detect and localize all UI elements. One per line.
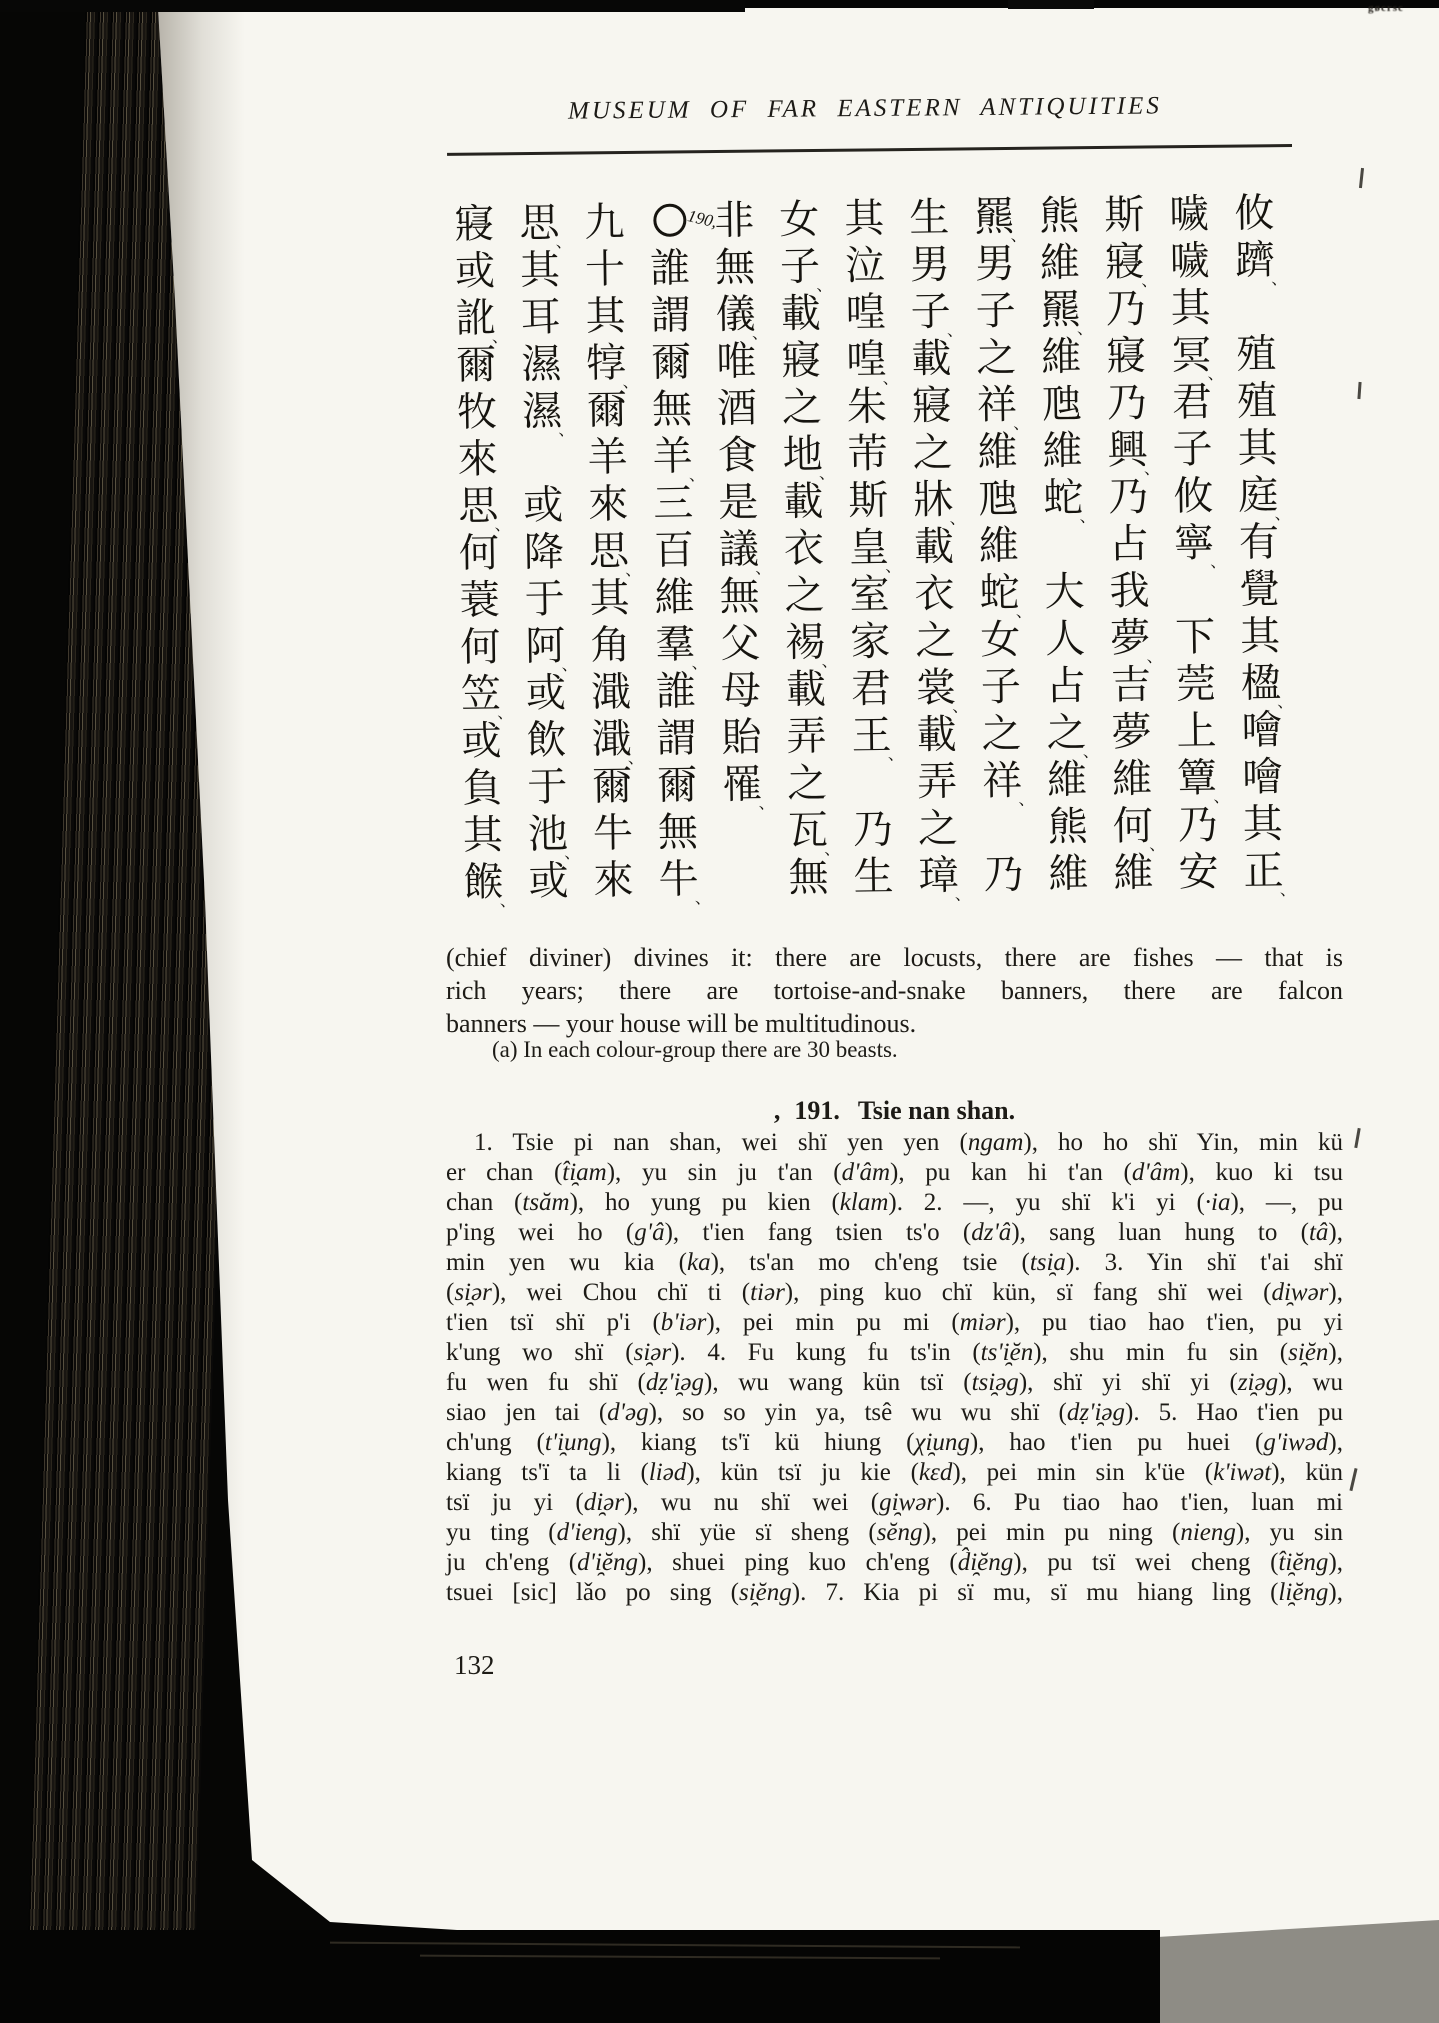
ode-char-cell: 誰 bbox=[649, 245, 691, 292]
text-line: k'ung wo shï (si̯ər). 4. Fu kung fu ts'in (ts'i̯ĕn), shu min fu sin (si̯ĕn), bbox=[446, 1339, 1343, 1366]
ode-char-cell: 祥 、 bbox=[976, 381, 1030, 433]
ode-char-cell: 載 bbox=[913, 523, 955, 570]
pause-mark: 、 bbox=[949, 510, 966, 528]
ode-char-cell: 殖 bbox=[1235, 331, 1277, 377]
ode-char-cell: 其 bbox=[1242, 801, 1284, 847]
ode-char-cell: 貽 bbox=[721, 714, 762, 761]
ode-char-cell: 家 bbox=[849, 618, 891, 665]
ode-column bbox=[907, 194, 971, 906]
ode-char-cell: 是 bbox=[717, 479, 759, 526]
pause-mark: 、 bbox=[821, 653, 838, 671]
ode-char-cell: 載 bbox=[780, 290, 821, 337]
ode-char-cell: 衣 bbox=[914, 570, 955, 617]
ode-char-cell: 載 bbox=[916, 711, 957, 758]
pause-mark: 、 bbox=[952, 698, 969, 716]
pause-mark: 、 bbox=[816, 277, 833, 295]
ode-char-cell: 犉 、 bbox=[586, 340, 639, 392]
pause-mark: 、 bbox=[1013, 415, 1030, 433]
pause-mark: 、 bbox=[1018, 791, 1035, 809]
pause-mark: 、 bbox=[946, 322, 964, 340]
ode-char-cell: 三 bbox=[653, 480, 694, 527]
ode-char-cell: 誰 bbox=[655, 668, 697, 714]
ode-char-cell: 庭 、 bbox=[1237, 472, 1291, 524]
ode-char-cell: 興 、 bbox=[1107, 427, 1161, 479]
ode-char-cell: 何 bbox=[458, 530, 500, 576]
ode-char-cell: 無 bbox=[651, 386, 693, 433]
ode-char-cell: 衣 bbox=[783, 525, 825, 572]
ode-char-cell: 璋 、 bbox=[918, 852, 971, 904]
ode-column bbox=[842, 195, 904, 907]
ode-char-cell: 乃 bbox=[1177, 802, 1219, 848]
ode-char-cell: 噦 bbox=[1169, 238, 1211, 284]
ode-char-cell: 十 bbox=[584, 246, 626, 292]
ode-char-cell: 無 bbox=[657, 809, 699, 855]
ode-char-cell bbox=[647, 198, 720, 246]
text-line: (si̯ər), wei Chou chï ti (tiər), ping kuo chï kün, sï fang shï wei (di̯wər), bbox=[446, 1279, 1343, 1306]
ode-char-cell: 其 bbox=[585, 293, 627, 339]
ode-char-cell: 爾 bbox=[591, 763, 633, 809]
pause-mark: 、 bbox=[1271, 271, 1288, 289]
ode-char-cell: 朱 bbox=[846, 383, 888, 430]
ode-char-cell: 泣 bbox=[844, 242, 886, 289]
ode-char-cell: 其 bbox=[519, 247, 561, 293]
ode-char-cell: 謂 bbox=[650, 292, 692, 339]
text-line: fu wen fu shï (dẓ'i̯əg), wu wang kün tsï (tsi̯əg), shï yi shï yi (zi̯əg), wu bbox=[446, 1369, 1343, 1396]
ode-char-cell: 降 bbox=[523, 529, 565, 575]
margin-mark bbox=[1359, 168, 1364, 188]
ode-char-cell: 其 bbox=[1170, 285, 1211, 331]
ode-char-cell: 熊 bbox=[1047, 803, 1089, 850]
ode-char-cell: 思 、 bbox=[519, 200, 572, 252]
ode-char-cell: 酒 bbox=[716, 385, 758, 432]
ode-char-cell bbox=[520, 435, 565, 483]
ode-char-cell: 或 bbox=[525, 670, 567, 716]
ode-char-cell: 爾 bbox=[586, 387, 628, 433]
ode-number-annotation: 190, bbox=[685, 206, 720, 232]
ode-number: 191. bbox=[794, 1096, 840, 1125]
ode-char-cell: 何 、 bbox=[1112, 803, 1166, 855]
pause-mark: 、 bbox=[954, 886, 971, 904]
ode-char-cell: 之 bbox=[786, 760, 828, 807]
ode-char-cell: 羆 、 bbox=[1040, 287, 1094, 339]
text-line: yu ting (d'ieng), shï yüe sï sheng (sĕng), pei min pu ning (nieng), yu sin bbox=[446, 1519, 1344, 1546]
text-line: 1. Tsie pi nan shan, wei shï yen yen (ngam), ho ho shï Yin, min kü bbox=[474, 1129, 1343, 1156]
ode-char-cell: 來 bbox=[593, 857, 634, 903]
ode-char-cell: 子 bbox=[975, 287, 1016, 334]
section-heading bbox=[446, 1096, 1343, 1126]
ode-char-cell: 寢 bbox=[781, 337, 822, 384]
pause-mark: 、 bbox=[755, 560, 772, 578]
page-bottom-edge-line bbox=[420, 1955, 940, 1960]
ode-char-cell: 寢 、 bbox=[1104, 239, 1158, 291]
ode-char-cell: 來 bbox=[457, 436, 498, 482]
ode-char-cell: 生 bbox=[853, 853, 894, 900]
ode-char-cell: 載 bbox=[782, 478, 824, 525]
page-bottom-edge-line bbox=[330, 1942, 1020, 1949]
ode-char-cell: 或 bbox=[461, 718, 502, 764]
ode-char-cell: 之 bbox=[917, 805, 959, 852]
pause-mark: 、 bbox=[561, 657, 578, 675]
ode-char-cell: 噲 bbox=[1241, 707, 1282, 753]
ode-char-cell: 負 bbox=[461, 765, 503, 811]
ode-char-cell: 維 bbox=[977, 428, 1018, 475]
ode-column bbox=[1232, 190, 1296, 901]
ode-column bbox=[1167, 191, 1230, 902]
translation-paragraph bbox=[446, 941, 1343, 1040]
ode-column bbox=[777, 196, 841, 908]
ode-char-cell: 子 、 bbox=[779, 243, 833, 295]
pause-mark: 、 bbox=[824, 841, 841, 859]
ode-char-cell: 羊 bbox=[587, 434, 628, 480]
ode-char-cell: 女 bbox=[779, 196, 820, 243]
ode-char-cell: 祥 、 bbox=[981, 757, 1035, 809]
ode-char-cell bbox=[981, 805, 1026, 853]
ode-char-cell: 父 bbox=[719, 620, 761, 667]
ode-column bbox=[1102, 192, 1166, 903]
ode-column bbox=[582, 199, 644, 910]
ode-char-cell: 簟 、 bbox=[1176, 755, 1230, 807]
ode-char-cell: 維 bbox=[1113, 850, 1154, 896]
ode-char-cell: 吉 bbox=[1110, 662, 1152, 708]
ode-char-cell: 正 、 bbox=[1243, 848, 1296, 900]
pause-mark: 、 bbox=[625, 562, 642, 580]
ode-char-cell: 夢 、 bbox=[1109, 615, 1163, 667]
ode-char-cell: 占 bbox=[1045, 662, 1087, 709]
ode-char-cell: 下 bbox=[1174, 614, 1216, 660]
ode-char-cell: 蛇 、 bbox=[979, 569, 1032, 621]
ode-char-cell: 攸 bbox=[1234, 190, 1275, 236]
ode-char-cell: 思 、 bbox=[588, 528, 642, 580]
pause-mark: 、 bbox=[758, 795, 775, 813]
ode-char-cell: 食 bbox=[717, 432, 758, 479]
stray-ink-mark: , bbox=[773, 1096, 781, 1125]
ode-char-cell: 牛 bbox=[592, 810, 634, 856]
ode-char-cell: 之 bbox=[781, 384, 823, 431]
pause-mark: 、 bbox=[694, 890, 711, 908]
ode-char-cell: 安 bbox=[1178, 849, 1219, 895]
text-line: t'ien tsï shï p'i (b'iər), pei min pu mi (miər), pu tiao hao t'ien, pu yi bbox=[446, 1309, 1343, 1336]
ode-char-cell: 莞 bbox=[1175, 661, 1217, 707]
ode-char-cell: 乃 bbox=[1105, 286, 1146, 332]
ode-char-cell: 何 bbox=[459, 624, 501, 670]
ode-char-cell: 熊 bbox=[1039, 193, 1080, 239]
ode-char-cell: 維 bbox=[1046, 756, 1088, 803]
ode-char-cell: 維 bbox=[1039, 240, 1081, 286]
pause-mark: 、 bbox=[558, 422, 575, 440]
ode-char-cell: 寢 bbox=[911, 382, 953, 429]
ode-char-cell: 載 bbox=[911, 335, 952, 382]
ode-char-cell: 池 、 bbox=[527, 811, 581, 863]
ode-char-cell: 飲 bbox=[526, 717, 567, 763]
header-rule bbox=[447, 144, 1292, 155]
ode-char-cell: 君 bbox=[1171, 379, 1213, 425]
ode-char-cell: 男 bbox=[974, 240, 1016, 287]
ode-char-cell: 裼 、 bbox=[784, 619, 838, 671]
ode-column bbox=[972, 193, 1035, 905]
ode-column bbox=[1037, 193, 1099, 904]
ode-char-cell: 牛 、 bbox=[658, 856, 711, 908]
ode-char-cell: 喤 bbox=[845, 289, 886, 336]
ode-char-cell: 九 bbox=[584, 199, 625, 245]
ode-char-cell: 之 bbox=[784, 572, 825, 619]
ode-char-cell: 訛 、 bbox=[455, 295, 509, 347]
ode-char-cell: 殖 bbox=[1236, 378, 1278, 424]
pause-mark: 、 bbox=[688, 467, 706, 485]
ode-char-cell: 寢 bbox=[1105, 333, 1147, 379]
ode-char-cell: 維 bbox=[1111, 756, 1153, 802]
text-line: min yen wu kia (ka), ts'an mo ch'eng tsie (tsi̯a). 3. Yin shï t'ai shï bbox=[446, 1249, 1343, 1276]
ode-char-cell: 濈 、 bbox=[591, 716, 644, 768]
ode-char-cell: 子 bbox=[1172, 426, 1213, 472]
ode-char-cell: 爾 bbox=[656, 762, 698, 808]
ode-title: Tsie nan shan. bbox=[857, 1096, 1016, 1125]
ode-char-cell: 濕 、 bbox=[521, 388, 575, 440]
ode-char-cell: 虺 bbox=[977, 475, 1019, 522]
pause-mark: 、 bbox=[1213, 788, 1230, 807]
ode-char-cell: 子 bbox=[980, 663, 1022, 710]
pause-mark: 、 bbox=[1146, 648, 1163, 667]
ode-char-cell: 有 bbox=[1238, 519, 1280, 565]
ode-char-cell: 占 bbox=[1108, 521, 1150, 567]
pause-mark: 、 bbox=[494, 517, 511, 535]
ode-char-cell: 芾 bbox=[847, 430, 888, 477]
ode-char-cell bbox=[1233, 284, 1278, 332]
ode-char-cell: 維 bbox=[654, 574, 695, 620]
ode-char-cell: 男 bbox=[909, 241, 951, 288]
pause-mark: 、 bbox=[491, 329, 509, 347]
text-line: ju ch'eng (d'i̯ĕng), shuei ping kuo ch'eng (d̂i̯ĕng), pu tsï wei cheng (t̂i̯ĕng), bbox=[446, 1549, 1344, 1576]
ode-char-cell: 之 bbox=[914, 617, 956, 664]
ode-char-cell: 議 、 bbox=[718, 526, 772, 578]
ode-char-cell bbox=[1042, 522, 1087, 570]
ode-char-cell: 儀 、 bbox=[715, 291, 769, 343]
pause-mark: 、 bbox=[622, 374, 639, 392]
ode-char-cell bbox=[721, 855, 766, 903]
ode-text-block bbox=[452, 190, 1296, 911]
pause-mark: 、 bbox=[1279, 882, 1296, 900]
margin-mark bbox=[1349, 1468, 1357, 1491]
text-line: rich years; there are tortoise-and-snake banners, there are falcon bbox=[446, 976, 1343, 1005]
ode-char-cell: 羆 、 bbox=[974, 193, 1027, 245]
ode-char-cell: 君 bbox=[850, 665, 892, 712]
ode-char-cell: 噦 bbox=[1169, 191, 1210, 237]
ode-char-cell: 耳 bbox=[520, 294, 562, 340]
ode-char-cell: 生 bbox=[909, 194, 950, 241]
ode-char-cell: 維 bbox=[1048, 850, 1089, 897]
pause-mark: 、 bbox=[1015, 603, 1032, 621]
ode-char-cell: 之 bbox=[981, 710, 1022, 757]
ode-char-cell: 乃 bbox=[1106, 380, 1148, 426]
ode-char-cell: 或 bbox=[454, 248, 496, 294]
pause-mark: 、 bbox=[1010, 227, 1027, 245]
pause-mark: 、 bbox=[1277, 694, 1294, 712]
ode-char-cell: 唯 bbox=[716, 338, 757, 385]
pause-mark: 、 bbox=[555, 234, 572, 252]
pause-mark: 、 bbox=[1079, 508, 1096, 527]
ode-char-cell: 無 bbox=[788, 854, 829, 901]
ode-char-cell: 牧 bbox=[456, 389, 498, 435]
pause-mark: 、 bbox=[1207, 366, 1224, 384]
pause-mark: 、 bbox=[882, 370, 899, 388]
pause-mark: 、 bbox=[818, 465, 836, 483]
pause-mark: 、 bbox=[887, 746, 904, 764]
ode-char-cell bbox=[1172, 567, 1217, 615]
ode-char-cell: 寢 bbox=[454, 201, 495, 247]
ode-char-cell: 夢 bbox=[1111, 709, 1152, 755]
ode-char-cell: 之 bbox=[976, 334, 1017, 381]
pause-mark: 、 bbox=[885, 558, 902, 576]
text-line: ch'ung (t'i̯ung), kiang ts'ï kü hiung (χi̯ung), hao t'ien pu huei (g'iwəd), bbox=[446, 1429, 1343, 1456]
ode-char-cell: 于 bbox=[526, 764, 568, 810]
ode-char-cell: 來 bbox=[588, 481, 629, 527]
ode-char-cell: 濕 bbox=[521, 341, 562, 387]
pause-mark: 、 bbox=[1210, 554, 1227, 572]
ode-char-cell bbox=[721, 808, 766, 856]
text-line: banners — your house will be multitudinous. bbox=[446, 1009, 917, 1038]
ode-char-cell: 笠 、 bbox=[460, 671, 514, 723]
ode-char-cell: 攸 bbox=[1172, 473, 1214, 519]
pause-mark: 、 bbox=[1076, 320, 1094, 339]
text-line: siao jen tai (d'əg), so so yin ya, tsê wu wu shï (dẓ'i̯əg). 5. Hao t'ien pu bbox=[446, 1399, 1343, 1426]
ode-char-cell: 濈 bbox=[590, 669, 632, 715]
ode-char-cell: 乃 bbox=[852, 806, 894, 853]
ode-char-cell: 其 bbox=[1239, 613, 1281, 659]
ode-char-cell: 維 bbox=[978, 522, 1020, 569]
pause-mark: 、 bbox=[499, 892, 516, 911]
ode-column bbox=[517, 200, 581, 911]
ode-char-cell: 維 bbox=[1042, 428, 1083, 474]
ode-char-cell: 其 bbox=[589, 575, 630, 621]
footnote: (a) In each colour-group there are 30 beasts. bbox=[492, 1037, 898, 1062]
text-line: kiang ts'ï ta li (liəd), kün tsï ju kie (kɛd), pei min sin k'üe (k'iwət), kün bbox=[446, 1459, 1343, 1486]
ode-char-cell: 或 bbox=[523, 482, 564, 528]
ode-column bbox=[452, 201, 516, 912]
ode-char-cell: 楹 、 bbox=[1240, 660, 1294, 712]
ode-char-cell: 無 bbox=[714, 244, 756, 291]
pause-mark: 、 bbox=[1149, 836, 1166, 855]
ode-char-cell: 其 bbox=[1237, 425, 1278, 471]
ode-char-cell: 乃 bbox=[1107, 474, 1149, 520]
ode-char-cell: 載 bbox=[785, 666, 827, 713]
ode-char-cell: 思 、 bbox=[458, 483, 511, 535]
ode-char-cell: 弄 bbox=[916, 758, 958, 805]
ode-char-cell: 于 bbox=[524, 576, 565, 622]
pause-mark: 、 bbox=[627, 750, 644, 768]
ode-char-cell: 非 bbox=[714, 197, 755, 244]
ode-char-cell: 角 bbox=[589, 622, 631, 668]
ode-char-cell: 瓦 、 bbox=[787, 807, 841, 859]
pause-mark: 、 bbox=[751, 325, 769, 343]
pause-mark: 、 bbox=[1143, 460, 1161, 479]
pause-mark: 、 bbox=[1082, 743, 1099, 762]
margin-mark bbox=[1354, 1128, 1360, 1148]
text-line: er chan (t̂i̯am), yu sin ju t'an (d'âm), pu kan hi t'an (d'âm), kuo ki tsu bbox=[446, 1159, 1343, 1186]
ode-char-cell: 子 、 bbox=[910, 288, 964, 340]
pause-mark: 、 bbox=[1141, 272, 1158, 291]
ode-char-cell: 罹 、 bbox=[721, 761, 775, 813]
page-number: 132 bbox=[454, 1650, 495, 1680]
ode-char-cell: 噲 bbox=[1241, 754, 1283, 800]
ode-char-cell: 無 bbox=[719, 573, 760, 620]
ode-char-cell: 之 bbox=[912, 429, 953, 476]
ode-char-cell: 斯 bbox=[847, 477, 889, 524]
pause-mark: 、 bbox=[497, 704, 514, 723]
ode-char-cell: 我 bbox=[1109, 568, 1150, 614]
ode-char-cell: 地 、 bbox=[782, 431, 836, 483]
transcription-paragraph bbox=[446, 1128, 1343, 1608]
text-line: (chief diviner) divines it: there are locusts, there are fishes — that is bbox=[446, 943, 1343, 972]
ode-char-cell: 維 bbox=[1040, 334, 1082, 380]
ode-char-cell: 其 bbox=[462, 812, 504, 858]
margin-mark bbox=[1357, 382, 1361, 399]
ode-char-cell: 寧 、 bbox=[1173, 520, 1227, 572]
ode-char-cell: 羣 、 bbox=[654, 621, 708, 673]
ode-char-cell: 喤 、 bbox=[846, 336, 899, 388]
text-line: chan (tsăm), ho yung pu kien (klam). 2. —, yu shï k'i yi (·ia), —, pu bbox=[446, 1189, 1343, 1216]
ode-char-cell: 蛇 、 bbox=[1042, 475, 1096, 527]
ode-column bbox=[712, 197, 775, 909]
ode-column bbox=[647, 198, 720, 909]
ode-char-cell: 乃 bbox=[983, 851, 1024, 898]
ode-char-cell: 王 、 bbox=[851, 712, 904, 764]
ode-char-cell: 躋 、 bbox=[1234, 237, 1288, 289]
pause-mark: 、 bbox=[691, 655, 708, 673]
pause-mark: 、 bbox=[1274, 506, 1291, 524]
ode-char-cell: 人 bbox=[1044, 615, 1086, 662]
ode-char-cell: 覺 bbox=[1239, 566, 1280, 612]
ode-char-cell: 羊 、 bbox=[652, 433, 706, 485]
ode-char-cell: 母 bbox=[720, 667, 762, 714]
ode-char-cell: 爾 bbox=[651, 339, 692, 386]
text-line: tsuei [sic] lǎo po sing (si̯ĕng). 7. Kia pi sï mu, sï mu hiang ling (li̯ĕng), bbox=[446, 1579, 1343, 1606]
ode-char-cell: 爾 bbox=[456, 342, 497, 388]
ode-char-cell: 餱 、 bbox=[463, 859, 516, 911]
ode-char-cell: 謂 bbox=[656, 715, 697, 761]
ode-char-cell: 虺 bbox=[1041, 381, 1083, 427]
ode-char-cell: 上 bbox=[1176, 708, 1217, 754]
pause-mark: 、 bbox=[564, 845, 581, 863]
new-ode-circle-marker bbox=[653, 204, 686, 237]
ode-char-cell: 百 bbox=[653, 527, 695, 573]
ode-char-cell: 阿 、 bbox=[524, 623, 578, 675]
ode-char-cell: 冥 、 bbox=[1170, 332, 1224, 384]
ode-char-cell: 斯 bbox=[1104, 192, 1145, 238]
ode-char-cell: 女 bbox=[979, 616, 1021, 663]
ode-char-cell: 之 、 bbox=[1046, 709, 1099, 762]
ode-char-cell: 弄 bbox=[786, 713, 827, 760]
ode-char-cell: 皇 、 bbox=[848, 524, 902, 576]
ode-char-cell: 蓑 bbox=[459, 577, 500, 623]
ode-char-cell bbox=[850, 760, 895, 808]
running-header: MUSEUM OF FAR EASTERN ANTIQUITIES bbox=[567, 92, 1162, 125]
ode-char-cell: 裳 、 bbox=[915, 664, 969, 716]
ode-char-cell: 其 bbox=[844, 195, 885, 242]
ode-char-cell: 大 bbox=[1044, 568, 1085, 615]
text-line: tsï ju yi (di̯ər), wu nu shï wei (gi̯wər). 6. Pu tiao hao t'ien, luan mi bbox=[446, 1489, 1343, 1516]
text-line: p'ing wei ho (g'â), t'ien fang tsien ts'o (dz'â), sang luan hung to (tâ), bbox=[446, 1219, 1343, 1246]
ode-char-cell: 或 bbox=[528, 858, 569, 904]
corner-ink-smudge: gøcrsc bbox=[1368, 2, 1404, 14]
ode-char-cell: 室 bbox=[849, 571, 890, 618]
ode-char-cell: 牀 、 bbox=[912, 476, 966, 528]
